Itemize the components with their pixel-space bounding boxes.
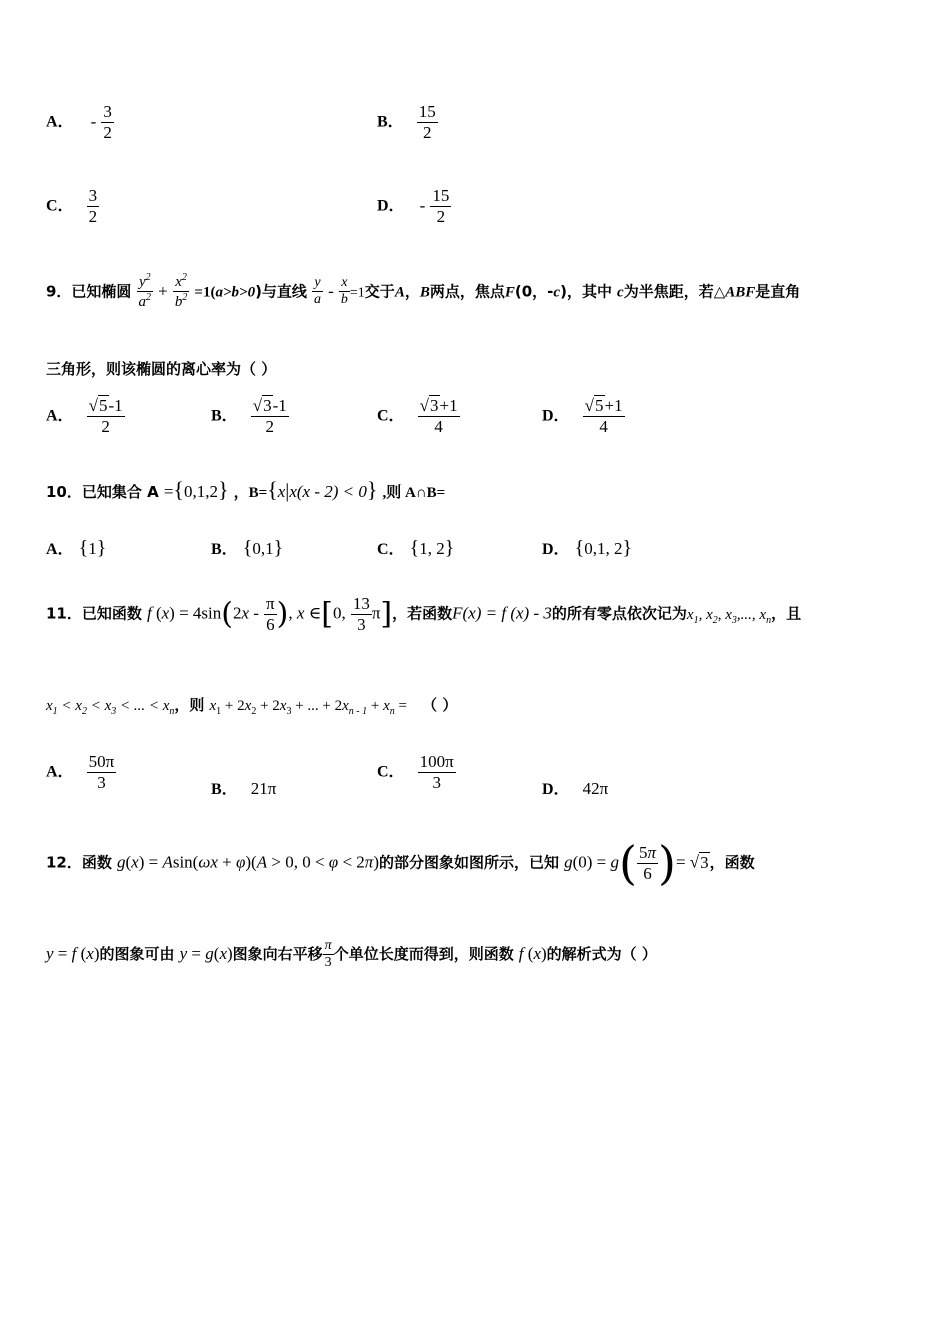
option-label: D．	[542, 781, 570, 798]
fraction: $\frac{\pi}{6}$	[266, 594, 275, 634]
fraction: $\frac{\pi}{3}$	[324, 938, 332, 971]
option-label: B．	[211, 407, 238, 425]
q8-option-a[interactable]	[46, 102, 114, 142]
q11-option-c[interactable]	[377, 752, 456, 792]
q12-stem-line2: y = f (x)的图象可由 y = g(x)图象向右平移 $\frac{\pi}{3}$ 个单位长度而得到，则函数 f (x)的解析式为（ ）	[46, 938, 657, 971]
q9-option-a[interactable]	[46, 396, 125, 436]
q8-option-b[interactable]	[377, 102, 438, 142]
q10-option-a[interactable]: A． {1}	[46, 537, 107, 559]
option-label: C．	[46, 197, 74, 215]
q11-option-a[interactable]	[46, 752, 116, 792]
q11-option-d[interactable]: D． 42π	[542, 779, 609, 798]
fraction: $\frac{√3-1}{2}$	[252, 396, 287, 436]
option-label: B．	[377, 113, 404, 131]
q9-option-c[interactable]	[377, 396, 460, 436]
fraction: $\frac{15}{2}$	[432, 186, 450, 226]
fraction: $\frac{15}{2}$	[418, 102, 436, 142]
q11-stem: 11．已知函数 f (x) = 4sin(2x - $\frac{\pi}{6}$ ), x ∈[0, $\frac{13}{3}$ π]，若函数F(x) = f (x) - 3的所有零点依次记为$x_1$, $x_2$, $x_3$,..., $x_n$，且	[46, 594, 802, 634]
q10-option-b[interactable]: B． {0,1}	[211, 537, 284, 559]
option-label: C．	[377, 763, 405, 781]
q8-option-c[interactable]	[46, 186, 99, 226]
fraction: $\frac{√5-1}{2}$	[88, 396, 123, 436]
q9-stem: 9．已知椭圆 $\frac{y^2}{a^2}$ + $\frac{x^2}{b^2}$ =1(a>b>0)与直线 $\frac{y}{a}$ - $\frac{x}{b}$ =1交于A，B两点，焦点F(0，-c)，其中 c为半焦距，若△ABF是直角	[46, 272, 801, 311]
option-label: A．	[46, 763, 74, 781]
option-label: A．	[46, 407, 74, 425]
q11-stem-line2: $x_1 < x_2 < x_3$ < ... < $x_n$，则 $x_1 + 2x_2 + 2x_3$ + ... + $2x_{n - 1} + x_n$ = （ ）	[46, 696, 458, 717]
fraction: $\frac{3}{2}$	[88, 186, 98, 226]
fraction: $\frac{50\pi}{3}$	[88, 752, 115, 792]
q10-option-c[interactable]: C． {1, 2}	[377, 537, 455, 559]
fraction: $\frac{x^2}{b^2}$	[174, 272, 188, 311]
q9-option-d[interactable]	[542, 396, 625, 436]
option-label: A．	[46, 113, 74, 131]
fraction: $\frac{y}{a}$	[314, 275, 322, 308]
fraction: $\frac{13}{3}$	[352, 594, 370, 634]
q9-stem-line2: 三角形，则该椭圆的离心率为（ ）	[46, 360, 277, 378]
fraction: $\frac{√3+1}{4}$	[419, 396, 458, 436]
option-label: D．	[542, 407, 570, 425]
q10-option-d[interactable]: D． {0,1, 2}	[542, 537, 633, 559]
option-sign: -	[419, 195, 426, 215]
fraction: $\frac{x}{b}$	[340, 275, 348, 308]
option-label: B．	[211, 781, 238, 798]
option-sign: -	[90, 111, 97, 131]
q10-stem: 10．已知集合 A ={0,1,2} ，B={x|x(x - 2) < 0} ,则 A∩B=	[46, 477, 446, 502]
option-label: A．	[46, 541, 74, 558]
fraction: $\frac{y^2}{a^2}$	[138, 272, 152, 311]
fraction: $\frac{5\pi}{6}$	[638, 842, 657, 883]
q9-option-b[interactable]	[211, 396, 289, 436]
fraction: $\frac{3}{2}$	[103, 102, 112, 142]
option-label: D．	[377, 197, 405, 215]
fraction: $\frac{√5+1}{4}$	[584, 396, 623, 436]
option-label: B．	[211, 541, 238, 558]
fraction: $\frac{100\pi}{3}$	[419, 752, 454, 792]
option-label: C．	[377, 541, 405, 558]
q12-stem: 12．函数 g(x) = Asin(ωx + φ)(A > 0, 0 < φ < 2π)的部分图象如图所示，已知 g(0) = g( $\frac{5\pi}{6}$ )= √3，函数	[46, 836, 755, 890]
q11-option-b[interactable]: B． 21π	[211, 779, 277, 798]
q8-option-d[interactable]	[377, 186, 451, 226]
option-label: C．	[377, 407, 405, 425]
option-label: D．	[542, 541, 570, 558]
